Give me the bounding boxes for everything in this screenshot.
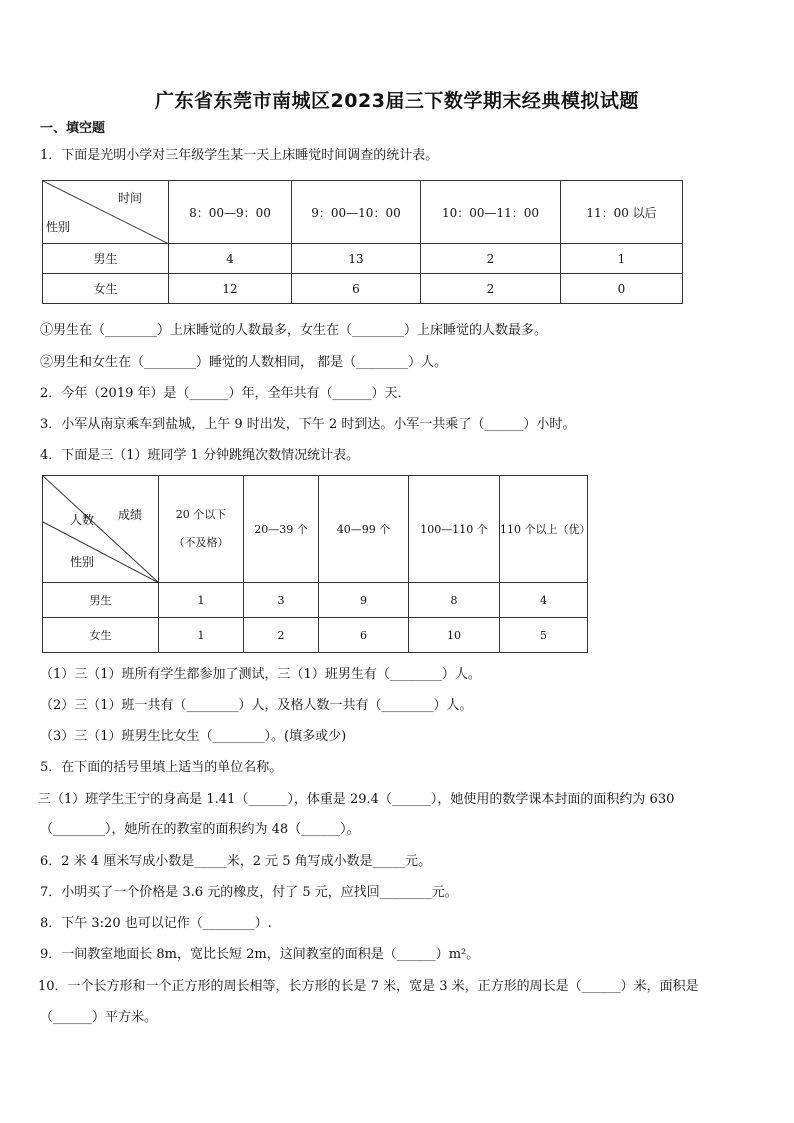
table-row — [43, 618, 588, 653]
table-row — [43, 274, 683, 304]
table2-header: 20—39 个 — [244, 476, 319, 583]
question-9: 9．一间教室地面长 8m，宽比长短 2m，这间教室的面积是（______）m²。 — [40, 947, 480, 962]
question-5-line-2: （________），她所在的教室的面积约为 48（______）。 — [40, 822, 360, 837]
table-cell: 1 — [159, 583, 244, 618]
row-label: 男生 — [43, 583, 159, 618]
table-cell: 12 — [169, 274, 292, 304]
question-1-sub-2: ②男生和女生在（________）睡觉的人数相同， 都是（________）人。 — [40, 355, 448, 370]
table-cell: 6 — [319, 618, 409, 653]
section-heading: 一、填空题 — [40, 121, 106, 136]
question-10-line-2: （______）平方米。 — [40, 1010, 158, 1025]
question-4-sub-1: （1）三（1）班所有学生都参加了测试，三（1）班男生有（________）人。 — [40, 667, 481, 682]
table-cell: 13 — [292, 244, 421, 274]
table1-header: 10：00—11：00 — [421, 181, 561, 244]
table2-corner-top: 成绩 — [117, 508, 142, 522]
table1-header: 11：00 以后 — [561, 181, 683, 244]
table-cell: 1 — [561, 244, 683, 274]
question-10-line-1: 10．一个长方形和一个正方形的周长相等，长方形的长是 7 米，宽是 3 米，正方形的周长是（______）米，面积是 — [38, 979, 699, 994]
table2-header-line1: 20 个以下 — [175, 508, 227, 521]
question-2: 2．今年（2019 年）是（______）年，全年共有（______）天． — [40, 386, 411, 401]
table-cell: 9 — [319, 583, 409, 618]
table2-header: 110 个以上（优） — [500, 476, 588, 583]
page-title: 广东省东莞市南城区2023届三下数学期末经典模拟试题 — [155, 90, 639, 112]
question-4: 4．下面是三（1）班同学 1 分钟跳绳次数情况统计表。 — [40, 448, 360, 463]
table-cell: 6 — [292, 274, 421, 304]
table2-header: 100—110 个 — [409, 476, 500, 583]
question-4-sub-3: （3）三（1）班男生比女生（________）。(填多或少) — [40, 729, 347, 744]
table2-corner-cell — [43, 476, 159, 583]
question-5-line-1: 三（1）班学生王宁的身高是 1.41（______），体重是 29.4（______），她使用的数学课本封面的面积约为 630 — [38, 792, 675, 807]
question-8: 8．下午 3:20 也可以记作（________）. — [40, 916, 272, 931]
question-7: 7．小明买了一个价格是 3.6 元的橡皮，付了 5 元，应找回________元。 — [40, 885, 458, 900]
table-cell: 0 — [561, 274, 683, 304]
table-cell: 1 — [159, 618, 244, 653]
table-cell: 10 — [409, 618, 500, 653]
table1-header: 8：00—9：00 — [169, 181, 292, 244]
question-6: 6．2 米 4 厘米写成小数是_____米，2 元 5 角写成小数是_____元。 — [40, 854, 432, 869]
row-label: 女生 — [43, 274, 169, 304]
question-1: 1．下面是光明小学对三年级学生某一天上床睡觉时间调查的统计表。 — [40, 148, 439, 163]
row-label: 女生 — [43, 618, 159, 653]
row-label: 男生 — [43, 244, 169, 274]
table-row — [43, 244, 683, 274]
table2-header: 40—99 个 — [319, 476, 409, 583]
table-cell: 4 — [500, 583, 588, 618]
table-row — [43, 583, 588, 618]
diagonal-lines — [43, 476, 159, 583]
table2-corner-mid: 人数 — [70, 513, 95, 527]
table-cell: 2 — [244, 618, 319, 653]
table2-header-line2: （不及格） — [173, 536, 229, 549]
table-cell: 4 — [169, 244, 292, 274]
question-4-sub-2: （2）三（1）班一共有（________）人，及格人数一共有（________）人。 — [40, 698, 473, 713]
table-cell: 3 — [244, 583, 319, 618]
table1-corner-top: 时间 — [117, 191, 142, 205]
question-5: 5．在下面的括号里填上适当的单位名称。 — [40, 760, 283, 775]
rope-skipping-table — [42, 475, 591, 653]
question-3: 3．小军从南京乘车到盐城，上午 9 时出发，下午 2 时到达。小军一共乘了（______）小时。 — [40, 417, 576, 432]
table1-corner-cell — [43, 181, 169, 244]
bedtime-table — [42, 180, 683, 304]
table-cell: 8 — [409, 583, 500, 618]
table1-corner-bottom: 性别 — [46, 220, 71, 234]
table1-header: 9：00—10：00 — [292, 181, 421, 244]
table-cell: 2 — [421, 244, 561, 274]
table2-header — [159, 476, 244, 583]
table2-corner-bottom: 性别 — [70, 555, 95, 569]
table-cell: 5 — [500, 618, 588, 653]
table-cell: 2 — [421, 274, 561, 304]
question-1-sub-1: ①男生在（________）上床睡觉的人数最多，女生在（________）上床睡觉的人数最多。 — [40, 323, 548, 338]
